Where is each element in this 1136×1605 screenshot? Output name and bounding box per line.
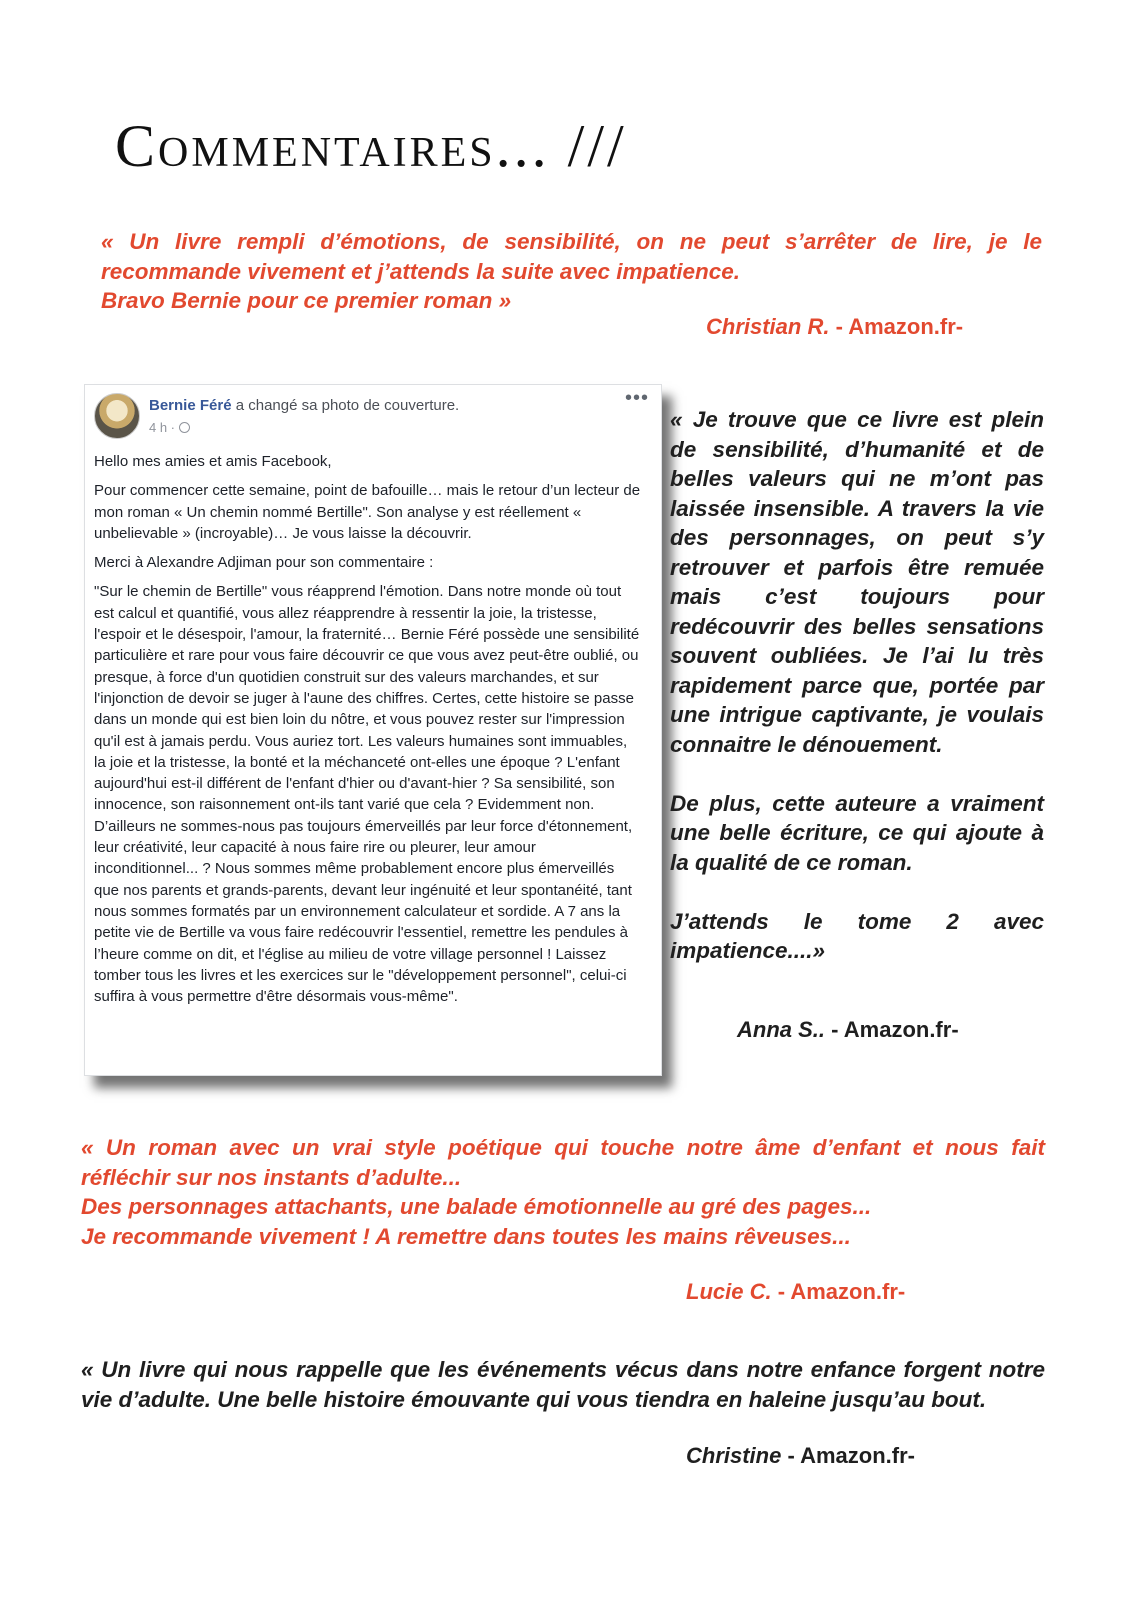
page-title: Commentaires... /// [115, 113, 627, 179]
post-paragraph: "Sur le chemin de Bertille" vous réapprend l'émotion. Dans notre monde où tout est calcul et quantifié, vous allez réapprendre à ressentir la joie, la tristesse, l'espoir et le désespoir, l'amour, la fraternité… Bernie Féré possède une sensibilité particulière et rare pour vous faire découvrir ce que vous avez peut-être oublié, ou presque, à force d'un quotidien construit sur des valeurs marchandes, et sur l'injonction de devoir se juger à l'aune des chiffres. Certes, cette histoire se passe dans un monde qui est bien loin du nôtre, et vous pouvez rester sur l'impression qu'il est à jamais perdu. Vous auriez tort. Les valeurs humaines sont immuables, la joie et la tristesse, la bonté et la méchanceté ont-elles une époque ? L'enfant aujourd'hui est-il différent de l'enfant d'hier ou d'avant-hier ? Sa sensibilité, son innocence, son raisonnement ont-ils tant varié que cela ? Evidemment non. D’ailleurs ne sommes-nous pas toujours émerveillés par leur force d'étonnement, leur créativité, leur capacité à nous faire rire ou pleurer, leur amour inconditionnel... ? Nous sommes même probablement encore plus émerveillés que nos parents et grands-parents, devant leur ingénuité et leur spontanéité, tant nous sommes formatés par un environnement calculateur et sordide. A 7 ans la petite vie de Bertille va vous faire redécouvrir l'essentiel, remettre les pendules à l’heure comme on dit, et l'église au milieu de votre village personnel ! Laissez tomber tous les livres et les exercices sur le "développement personnel", celui-ci suffira à vous permettre d'être désormais vous-même". [94, 583, 640, 1006]
review-1-signature [706, 314, 963, 340]
quote-4-line-1: « Un livre qui nous rappelle que les événements vécus dans notre enfance forgent notre vie d’adulte. Une belle histoire émouvante qui vous tiendra en haleine jusqu’au bout. [81, 1357, 1045, 1412]
avatar [94, 393, 140, 439]
post-action: a changé sa photo de couverture. [231, 397, 460, 414]
post-time[interactable]: 4 h · [149, 420, 176, 435]
review-source: - Amazon.fr- [777, 1279, 906, 1304]
quote-2-paragraph-1: « Je trouve que ce livre est plein de sensibilité, d’humanité et de belles valeurs qui ne m’ont pas laissée insensible. A travers la vie des personnages, on peut s’y retrouver et parfois être remuée mais c’est toujours pour redécouvrir des belles sensations souvent oubliées. Je l’ai lu très rapidement parce que, portée par une intrigue captivante, je voulais connaitre le dénouement. [670, 407, 1044, 757]
quote-3-line-2: Des personnages attachants, une balade émotionnelle au gré des pages... [81, 1194, 872, 1219]
reviewer-name: Lucie C. [686, 1279, 772, 1304]
quote-2-paragraph-2: De plus, cette auteure a vraiment une belle écriture, ce qui ajoute à la qualité de ce roman. [670, 790, 1044, 875]
quote-3-line-1: « Un roman avec un vrai style poétique qui touche notre âme d’enfant et nous fait réfléchir sur nos instants d’adulte... [81, 1135, 1045, 1190]
review-source: - Amazon.fr- [835, 314, 964, 339]
quote-3-line-3: Je recommande vivement ! A remettre dans toutes les mains rêveuses... [81, 1223, 851, 1249]
more-options-icon[interactable]: ••• [624, 387, 649, 409]
quote-2-paragraph-3: J’attends le tome 2 avec impatience....» [670, 908, 1044, 963]
review-2-signature [737, 1017, 959, 1043]
quote-1-line-1: « Un livre rempli d’émotions, de sensibilité, on ne peut s’arrêter de lire, je le recommande vivement et j’attends la suite avec impatience. [101, 229, 1042, 284]
review-source: - Amazon.fr- [831, 1017, 959, 1042]
quote-1-line-2: Bravo Bernie pour ce premier roman » [101, 288, 512, 313]
review-quote-2 [670, 405, 1044, 966]
post-author-link[interactable]: Bernie Féré [149, 397, 232, 414]
reviewer-name: Anna S.. [737, 1017, 826, 1042]
facebook-post-card [84, 384, 662, 1076]
reviewer-name: Christian R. [706, 314, 830, 339]
review-quote-3 [81, 1133, 1045, 1251]
review-quote-1 [101, 227, 1042, 316]
post-header [149, 397, 459, 414]
post-meta [149, 420, 190, 435]
review-3-signature [686, 1279, 905, 1305]
globe-icon [179, 422, 190, 433]
post-body [94, 451, 642, 1015]
review-quote-4 [81, 1355, 1045, 1414]
review-source: - Amazon.fr- [787, 1443, 915, 1468]
reviewer-name: Christine [686, 1443, 782, 1468]
review-4-signature [686, 1443, 915, 1469]
post-paragraph: Pour commencer cette semaine, point de bafouille… mais le retour d’un lecteur de mon roman « Un chemin nommé Bertille". Son analyse y est réellement « unbelievable » (incroyable)… Je vous laisse la découvrir. [94, 482, 641, 542]
post-paragraph: Hello mes amies et amis Facebook, [94, 453, 332, 470]
post-paragraph: Merci à Alexandre Adjiman pour son commentaire : [94, 554, 434, 572]
